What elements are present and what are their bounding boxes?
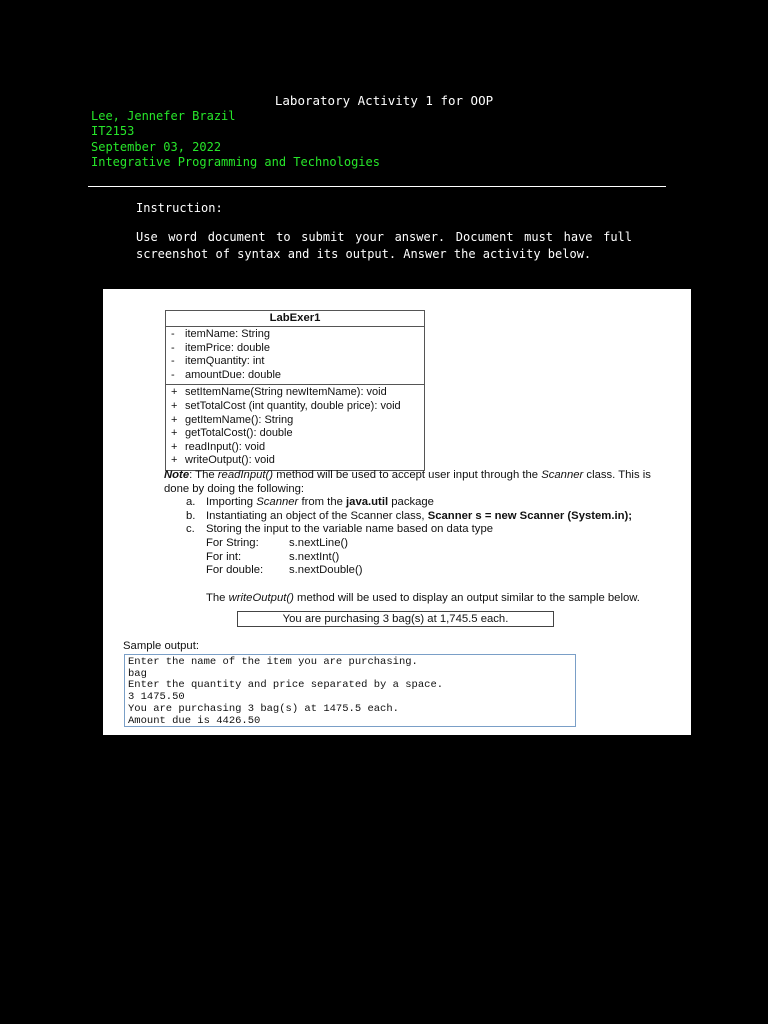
console-line: 3 1475.50 xyxy=(128,691,185,704)
note-paragraph: Note: The readInput() method will be used to accept user input through the Scanner class. This is done by doing the following: xyxy=(164,469,651,495)
section-code: IT2153 xyxy=(91,124,135,139)
uml-method: + setItemName(String newItemName): void xyxy=(171,386,387,399)
sample-console-output xyxy=(124,654,576,727)
uml-class-name: LabExer1 xyxy=(166,311,424,327)
write-output-description: The writeOutput() method will be used to display an output similar to the sample below. xyxy=(206,591,640,604)
scanner-method-table xyxy=(164,537,674,578)
console-line: Amount due is 4426.50 xyxy=(128,714,261,727)
document-title: Laboratory Activity 1 for OOP xyxy=(274,93,494,108)
scanner-method-row: For String: s.nextLine() xyxy=(206,536,349,549)
step-item: a. Importing Scanner from the java.util package xyxy=(186,496,434,509)
note-label: Note xyxy=(164,469,190,481)
scanner-method-row: For double: s.nextDouble() xyxy=(206,564,363,577)
uml-class-diagram xyxy=(165,310,425,471)
course-name: Integrative Programming and Technologies xyxy=(91,154,380,169)
sample-line-box: You are purchasing 3 bag(s) at 1,745.5 each. xyxy=(237,611,554,627)
uml-attribute: - itemPrice: double xyxy=(171,341,270,354)
author-name: Lee, Jennefer Brazil xyxy=(91,109,236,123)
uml-method: + getTotalCost(): double xyxy=(171,427,293,440)
console-line: bag xyxy=(128,667,147,680)
author-block xyxy=(91,109,380,170)
step-item: b. Instantiating an object of the Scanner class, Scanner s = new Scanner (System.in); xyxy=(186,509,633,522)
uml-method: + readInput(): void xyxy=(171,440,266,453)
uml-attribute: - itemQuantity: int xyxy=(171,355,265,368)
instruction-heading: Instruction: xyxy=(136,201,223,215)
console-line: Enter the quantity and price separated by a space. xyxy=(128,679,444,692)
date: September 03, 2022 xyxy=(91,139,222,154)
instruction-body: Use word document to submit your answer. Document must have full screenshot of syntax and its output. Answer the activity below. xyxy=(136,230,632,261)
uml-method: + writeOutput(): void xyxy=(171,454,275,467)
sample-output-label: Sample output: xyxy=(123,640,199,652)
console-line: You are purchasing 3 bag(s) at 1475.5 each. xyxy=(128,702,399,715)
step-item: c. Storing the input to the variable name based on data type xyxy=(186,523,494,536)
uml-method: + setTotalCost (int quantity, double price): void xyxy=(171,399,401,412)
uml-attribute: - amountDue: double xyxy=(171,368,282,381)
uml-attributes xyxy=(166,327,424,384)
uml-methods xyxy=(166,384,424,470)
scanner-method-row: For int: s.nextInt() xyxy=(206,550,340,563)
uml-attribute: - itemName: String xyxy=(171,328,270,340)
activity-figure xyxy=(103,289,691,735)
horizontal-divider xyxy=(88,186,666,187)
console-line: Enter the name of the item you are purchasing. xyxy=(128,656,418,668)
note-section xyxy=(164,469,674,605)
uml-method: + getItemName(): String xyxy=(171,413,294,426)
